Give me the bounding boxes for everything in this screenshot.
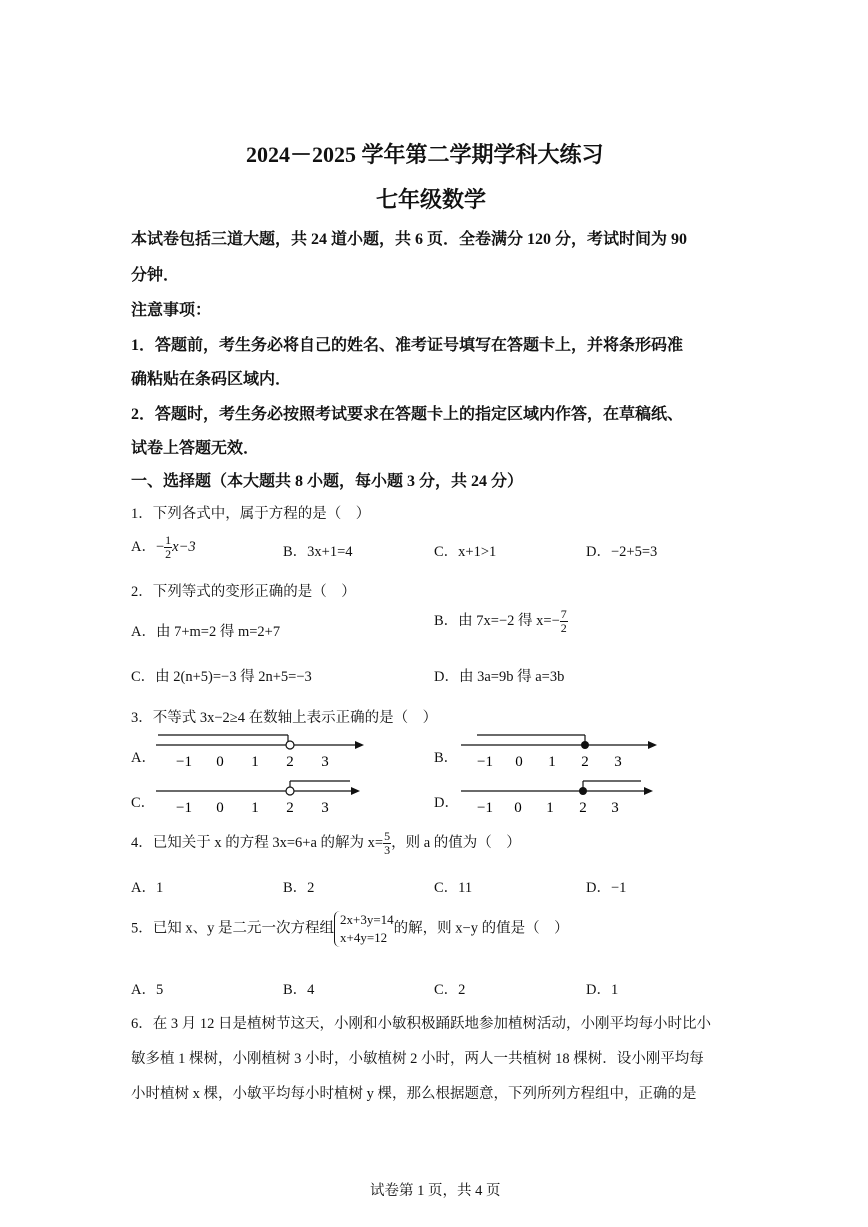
denominator: 2 — [560, 621, 567, 635]
tick-label: 1 — [251, 754, 259, 770]
number-line-c — [150, 774, 370, 816]
tick-label: 3 — [611, 800, 619, 816]
option-c: C．11 — [434, 880, 473, 896]
closed-point — [579, 787, 587, 795]
question-stem — [131, 911, 569, 947]
tick-label: −1 — [477, 754, 493, 770]
tick-label: 3 — [614, 754, 622, 770]
tick-label: 2 — [286, 800, 294, 816]
stem-text: 5．已知 x、y 是二元一次方程组 — [131, 920, 334, 937]
denominator: 3 — [384, 843, 391, 857]
notice-title: 注意事项： — [131, 302, 212, 319]
intro-line: 本试卷包括三道大题，共 24 道小题，共 6 页．全卷满分 120 分，考试时间为 90 — [131, 231, 688, 248]
fraction — [383, 830, 391, 857]
fraction — [164, 534, 172, 561]
numerator: 5 — [384, 829, 391, 843]
denominator: 2 — [165, 547, 172, 561]
numerator: 7 — [560, 607, 567, 621]
option-b-label: B． — [434, 750, 459, 766]
equation: x+4y=12 — [340, 930, 388, 945]
intro-line: 分钟． — [131, 267, 180, 284]
option-a: A．5 — [131, 982, 164, 998]
option-b: B．3x+1=4 — [283, 544, 353, 560]
question-stem: 6．在 3 月 12 日是植树节这天，小刚和小敏积极踊跃地参加植树活动，小刚平均每小时比小 — [131, 1016, 711, 1032]
tick-label: 3 — [321, 800, 329, 816]
tick-label: −1 — [176, 754, 192, 770]
tick-label: 2 — [286, 754, 294, 770]
option-d: D．由 3a=9b 得 a=3b — [434, 669, 565, 685]
stem-text: ，则 a 的值为（ ） — [391, 834, 521, 851]
open-point — [286, 741, 294, 749]
open-point — [286, 787, 294, 795]
stem-text: 的解，则 x−y 的值是（ ） — [393, 920, 569, 937]
option-a: A．由 7+m=2 得 m=2+7 — [131, 624, 281, 640]
option-a — [131, 534, 196, 561]
arrow-head — [351, 787, 360, 795]
page-footer: 试卷第 1 页，共 4 页 — [370, 1183, 501, 1199]
tick-label: 1 — [251, 800, 259, 816]
closed-point — [581, 741, 589, 749]
arrow-head — [644, 787, 653, 795]
option-b: B．2 — [283, 880, 315, 896]
notice-item: 2．答题时，考生务必按照考试要求在答题卡上的指定区域内作答，在草稿纸、 — [131, 406, 684, 423]
section-heading: 一、选择题（本大题共 8 小题，每小题 3 分，共 24 分） — [131, 473, 524, 490]
number-line-b — [455, 730, 665, 772]
stem-text: 4．已知关于 x 的方程 3x=6+a 的解为 x= — [131, 834, 384, 851]
minus-sign: − — [155, 538, 165, 555]
question-stem: 小时植树 x 棵，小敏平均每小时植树 y 棵，那么根据题意，下列所列方程组中，正确的是 — [131, 1086, 697, 1102]
question-stem: 1．下列各式中，属于方程的是（ ） — [131, 506, 371, 522]
option-d-label: D． — [434, 795, 459, 811]
tick-label: −1 — [477, 800, 493, 816]
option-a: A．1 — [131, 880, 164, 896]
tick-label: 1 — [546, 800, 554, 816]
tick-label: 3 — [321, 754, 329, 770]
option-c: C．由 2(n+5)=−3 得 2n+5=−3 — [131, 669, 312, 685]
exam-subtitle: 七年级数学 — [376, 187, 487, 212]
exam-title: 2024－2025 学年第二学期学科大练习 — [246, 142, 604, 167]
notice-item: 确粘贴在条码区域内． — [131, 371, 292, 388]
tick-label: 0 — [216, 754, 224, 770]
tick-label: 0 — [514, 800, 522, 816]
question-stem: 3．不等式 3x−2≥4 在数轴上表示正确的是（ ） — [131, 710, 438, 726]
arrow-head — [648, 741, 657, 749]
tick-label: 2 — [579, 800, 587, 816]
tick-label: 1 — [548, 754, 556, 770]
number-line-d — [455, 774, 665, 816]
numerator: 1 — [165, 533, 172, 547]
number-line-a — [150, 730, 370, 772]
tick-label: 0 — [515, 754, 523, 770]
tick-label: −1 — [176, 800, 192, 816]
option-c: C．x+1>1 — [434, 544, 497, 560]
equation-system — [334, 911, 394, 947]
question-stem — [131, 830, 521, 857]
question-stem: 敏多植 1 棵树，小刚植树 3 小时，小敏植树 2 小时，两人一共植树 18 棵树．设小刚平均每 — [131, 1051, 704, 1067]
option-d: D．−1 — [586, 880, 627, 896]
fraction — [560, 608, 568, 635]
option-a-label: A． — [131, 750, 156, 766]
arrow-head — [355, 741, 364, 749]
tick-label: 0 — [216, 800, 224, 816]
notice-item: 试卷上答题无效． — [131, 440, 260, 457]
option-c: C．2 — [434, 982, 466, 998]
notice-item: 1．答题前，考生务必将自己的姓名、准考证号填写在答题卡上，并将条形码准 — [131, 337, 684, 354]
option-d: D．−2+5=3 — [586, 544, 658, 560]
option-label: A． — [131, 538, 156, 555]
option-b — [434, 608, 568, 635]
question-stem: 2．下列等式的变形正确的是（ ） — [131, 584, 356, 600]
expression: x−3 — [172, 538, 196, 555]
option-d: D．1 — [586, 982, 619, 998]
option-b: B．4 — [283, 982, 315, 998]
option-text: B．由 7x=−2 得 x=− — [434, 612, 560, 629]
tick-label: 2 — [581, 754, 589, 770]
option-c-label: C． — [131, 795, 156, 811]
equation: 2x+3y=14 — [340, 912, 394, 927]
